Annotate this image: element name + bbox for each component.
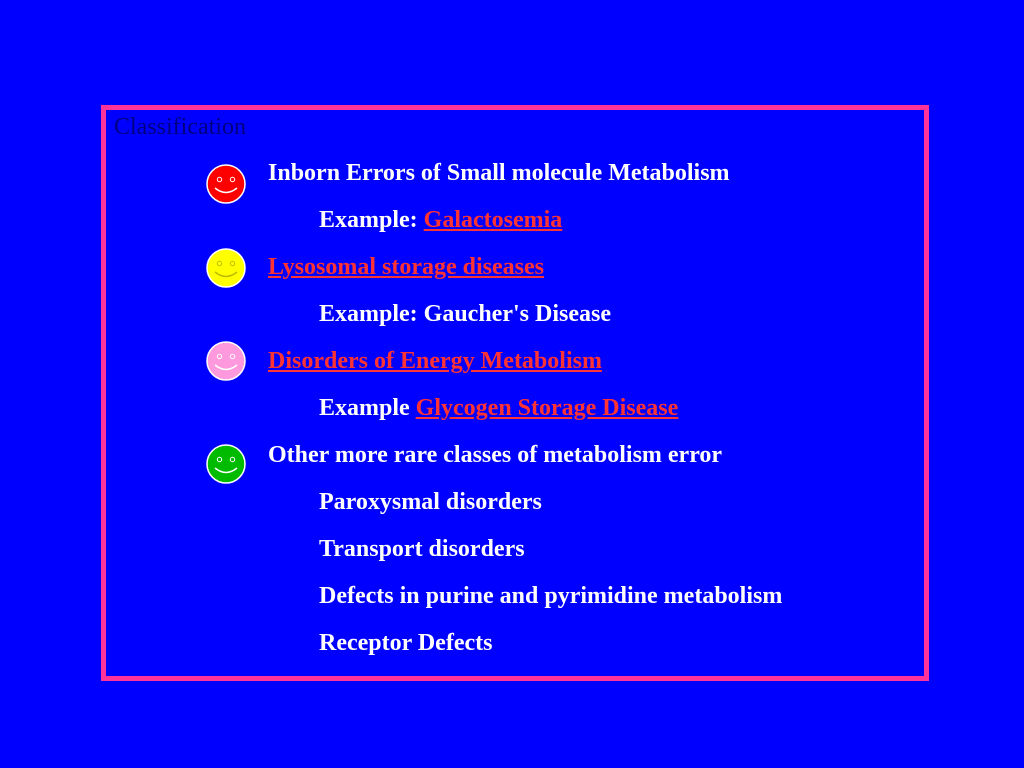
galactosemia-link[interactable]: Galactosemia (423, 207, 563, 233)
green-smiley-icon (206, 444, 246, 484)
sub-item-receptor-defects: Receptor Defects (319, 630, 493, 656)
example-galactosemia-line (319, 205, 562, 235)
yellow-smiley-icon (206, 248, 246, 288)
bullet-inborn-errors: Inborn Errors of Small molecule Metabolism (268, 160, 730, 186)
energy-metabolism-link[interactable]: Disorders of Energy Metabolism (268, 348, 602, 374)
bullet-lysosomal-storage (268, 252, 544, 282)
red-smiley-icon (206, 164, 246, 204)
pink-smiley-icon (206, 341, 246, 381)
example-prefix: Example: (319, 207, 424, 233)
bullet-other-rare-classes: Other more rare classes of metabolism error (268, 442, 723, 468)
bullet-energy-metabolism (268, 346, 602, 376)
sub-item-paroxysmal: Paroxysmal disorders (319, 489, 542, 515)
example-gaucher-line: Example: Gaucher's Disease (319, 301, 611, 327)
lysosomal-storage-link[interactable]: Lysosomal storage diseases (268, 254, 544, 280)
sub-item-transport: Transport disorders (319, 536, 525, 562)
sub-item-purine-pyrimidine: Defects in purine and pyrimidine metabolism (319, 583, 783, 609)
slide-heading: Classification (114, 114, 246, 140)
example-prefix: Example (319, 395, 416, 421)
glycogen-storage-link[interactable]: Glycogen Storage Disease (415, 395, 679, 421)
example-glycogen-line (319, 393, 678, 423)
